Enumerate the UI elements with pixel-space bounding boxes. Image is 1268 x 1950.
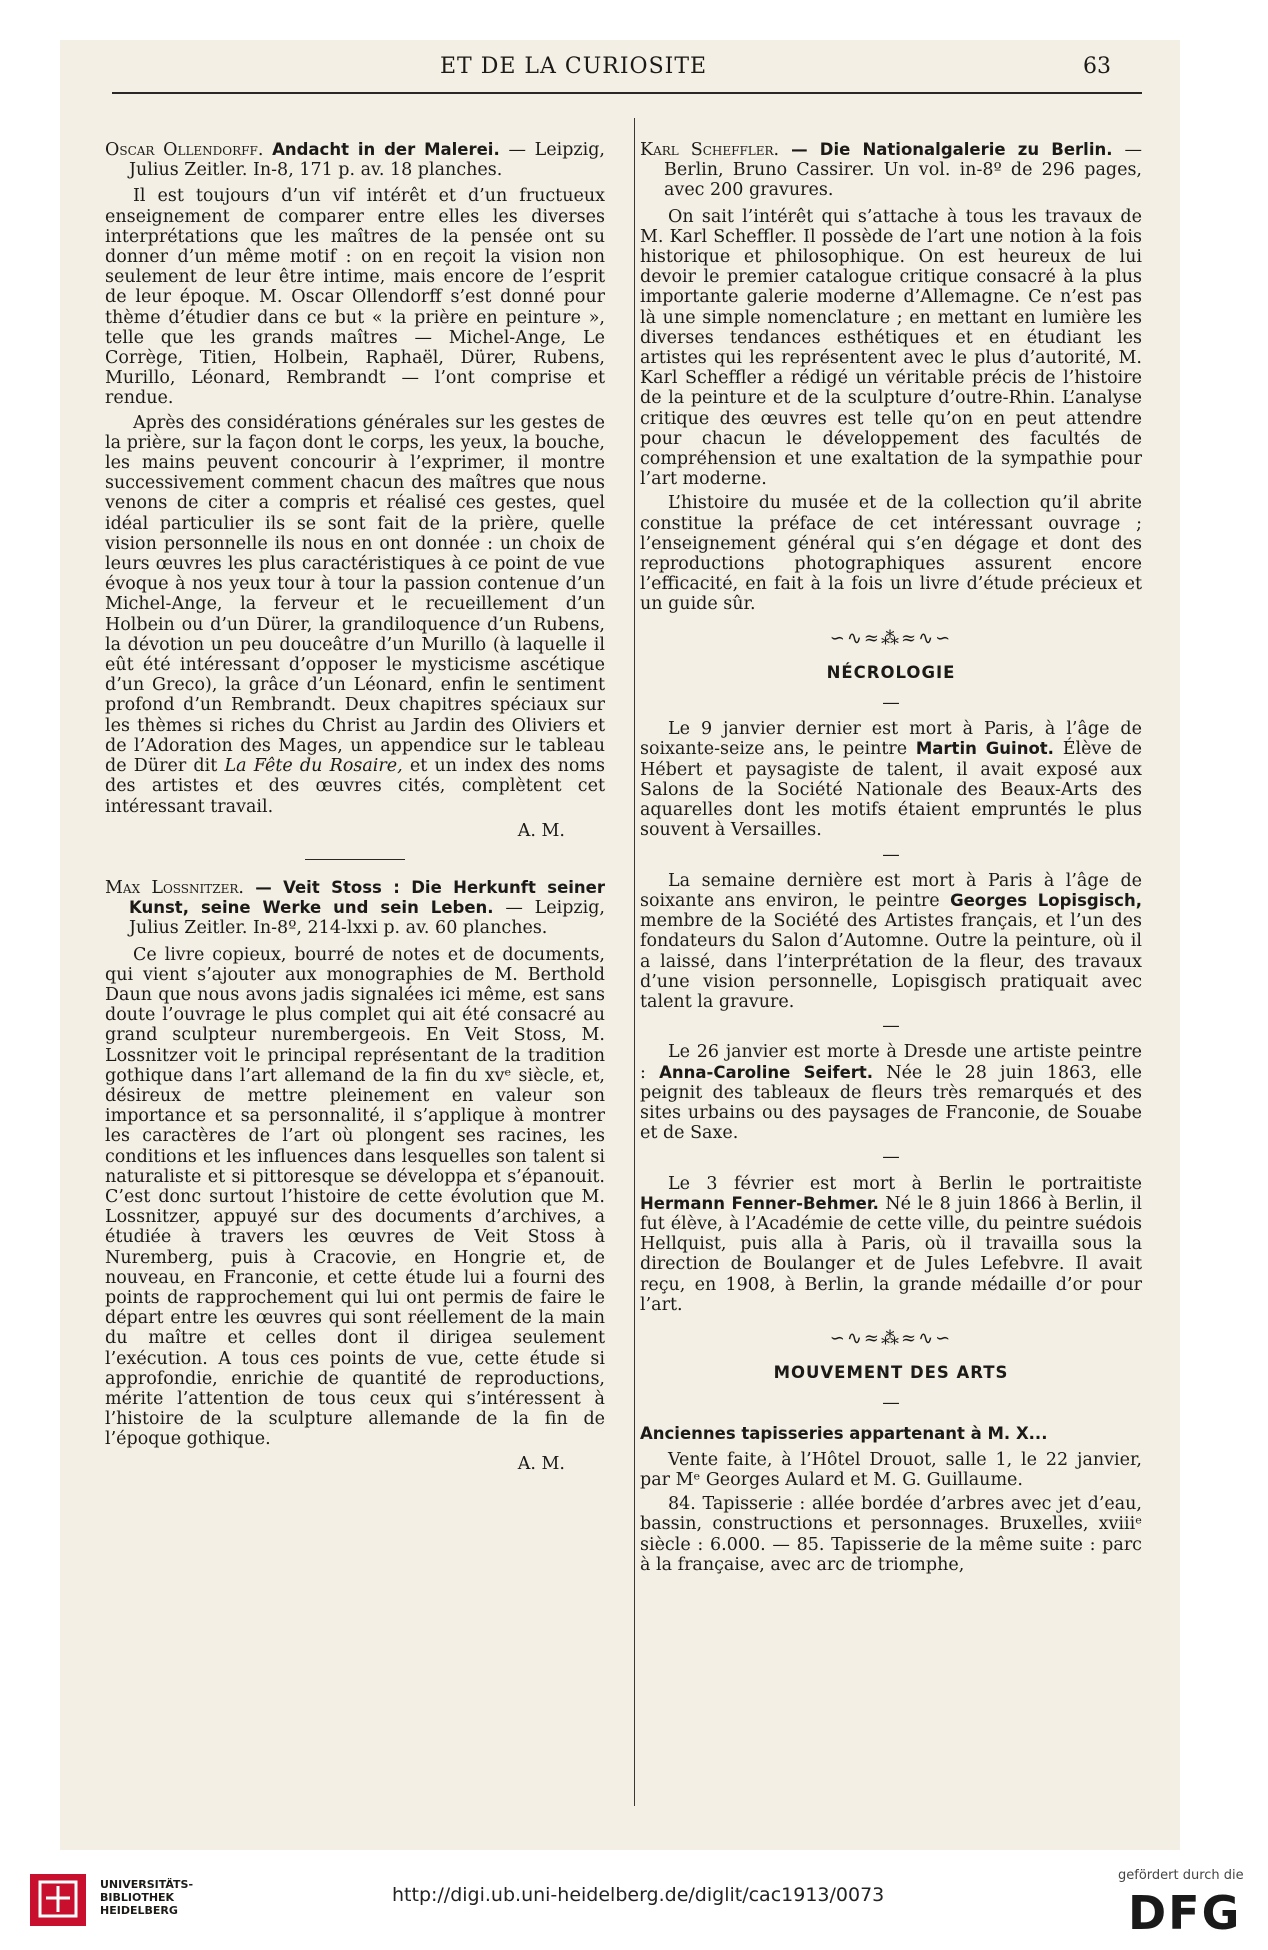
- obituary-paragraph: La semaine dernière est mort à Paris à l’âge de soixante ans environ, le peintre Georges Lopisgisch, membre de la Société des Artistes français, et l’un des fondateurs du Salon d’Automne. Outre la peinture, où il a laissé, dans l’interprétation de la fleur, des travaux d’une vision personnelle, Lopisgisch pratiquait avec talent la gravure.: [640, 870, 1142, 1012]
- section-title-mouvement: MOUVEMENT DES ARTS: [773, 1363, 1009, 1383]
- review-paragraph: Ce livre copieux, bourré de notes et de documents, qui vient s’ajouter aux monographies de M. Berthold Daun que nous avons jadis signalées ici même, est sans doute l’ouvrage le plus complet qui ait été consacré au grand sculpteur nurembergeois. En Veit Stoss, M. Lossnitzer voit le principal représentant de la tradition gothique dans l’art allemand de la fin du xvᵉ siècle, et, désireux de mettre pleinement en valeur son importance et sa personnalité, il s’applique à montrer les caractères de l’art où plongent ses racines, les conditions et les influences dans lesquelles son talent si naturaliste et si pittoresque se développa et s’épanouit. C’est donc surtout l’histoire de cette évolution que M. Lossnitzer, appuyé sur des documents d’archives, a étudiée à travers les œuvres de Veit Stoss à Nuremberg, puis à Cracovie, en Hongrie et, de nouveau, en Franconie, et cette étude lui a fourni des points de rapprochement qui lui ont permis de faire le départ entre les œuvres qui sont réellement de la main du maître et celles dont il dirigea seulement l’exécution. A tous ces points de vue, cette étude si approfondie, enrichie de quantité de reproductions, mérite l’attention de tous ceux qui s’intéressent à l’histoire de la sculpture allemande de la fin de l’époque gothique.: [105, 944, 605, 1450]
- separator-rule: [305, 859, 405, 860]
- sale-heading: Anciennes tapisseries appartenant à M. X...: [640, 1423, 1048, 1443]
- review-paragraph: Il est toujours d’un vif intérêt et d’un fructueux enseignement de comparer entre elles les diverses interprétations que les maîtres de la pensée ont su donner d’un même motif : on en reçoit la vision non seulement de leur être intime, mais encore de l’esprit de leur époque. M. Oscar Ollendorff s’est donné pour thème d’étudier dans ce but « la prière en peinture », telle que les grands maîtres — Michel-Ange, Le Corrège, Titien, Holbein, Raphaël, Dürer, Rubens, Murillo, Léonard, Rembrandt — l’ont comprise et rendue.: [105, 186, 605, 409]
- ornament-divider: ∽∿≈⁂≈∿∽: [829, 627, 953, 649]
- review-paragraph: Après des considérations générales sur les gestes de la prière, sur la façon dont le corps, les yeux, la bouche, les mains peuvent concourir à l’exprimer, il montre successivement comment chacun des maîtres que nous venons de citer a compris et réalisé ces gestes, quel idéal particulier ils se sont fait de la prière, quelle vision personnelle ils nous en ont donnée : un choix de leurs œuvres les plus caractéristiques à ce point de vue évoque à nos yeux tour à tour la passion contenue d’un Michel-Ange, la ferveur et le recueillement d’un Holbein ou d’un Dürer, la grandiloquence d’un Rubens, la dévotion un peu douceâtre d’un Murillo (à laquelle il eût été intéressant d’opposer le mysticisme ascétique d’un Greco), la grâce d’un Léonard, enfin le sentiment profond d’un Rembrandt. Deux chapitres spéciaux sur les thèmes si riches du Christ au Jardin des Oliviers et de l’Adoration des Mages, un appendice sur le tableau de Dürer dit La Fête du Rosaire, et un index des noms des artistes et des œuvres cités, complètent cet intéressant travail.: [105, 412, 605, 817]
- obituary-paragraph: Le 9 janvier dernier est mort à Paris, à l’âge de soixante-seize ans, le peintre Martin Guinot. Élève de Hébert et paysagiste de talent, il avait exposé aux Salons de la Société Nationale des Beaux-Arts des aquarelles dont les motifs étaient empruntés le plus souvent à Versailles.: [640, 719, 1142, 841]
- ornament-divider: ∽∿≈⁂≈∿∽: [829, 1327, 953, 1349]
- funder-label: gefördert durch die: [1118, 1868, 1244, 1883]
- publication-info: — Berlin, Bruno Cassirer. Un vol. in-8º de 296 pages, avec 200 gravures.: [664, 140, 1142, 201]
- review-heading-lossnitzer: [105, 878, 605, 939]
- author-name: Karl Scheffler.: [640, 140, 780, 160]
- sale-paragraph: Vente faite, à l’Hôtel Drouot, salle 1, le 22 janvier, par Mᵉ Georges Aulard et M. G. Guillaume.: [640, 1449, 1142, 1490]
- italic-title: La Fête du Rosaire,: [224, 756, 403, 777]
- signature: A. M.: [517, 820, 565, 841]
- review-paragraph: L’histoire du musée et de la collection qu’il abrite constitue la préface de cet intéressant ouvrage ; l’enseignement général qui s’en dégage et dont des reproductions photographiques assurent encore l’efficacité, en fait à la fois un livre d’étude précieux et un guide sûr.: [640, 493, 1142, 615]
- running-head-title: ET DE LA CURIOSITE: [440, 54, 708, 79]
- dash-divider: —: [882, 693, 900, 714]
- person-name: Hermann Fenner-Behmer.: [640, 1193, 879, 1213]
- book-title: — Die Nationalgalerie zu Berlin.: [791, 140, 1113, 159]
- person-name: Georges Lopisgisch,: [950, 890, 1142, 910]
- book-title: Andacht in der Malerei.: [272, 140, 500, 159]
- footer-bar: [0, 1850, 1268, 1950]
- sale-paragraph: 84. Tapisserie : allée bordée d’arbres avec jet d’eau, bassin, constructions et personnages. Bruxelles, xviiiᵉ siècle : 6.000. — 85. Tapisserie de la même suite : parc à la française, avec arc de triomphe,: [640, 1494, 1142, 1575]
- obituary-paragraph: Le 3 février est mort à Berlin le portraitiste Hermann Fenner-Behmer. Né le 8 juin 1866 à Berlin, il fut élève, à l’Académie de cette ville, du peintre suédois Hellquist, puis alla à Paris, où il travailla sous la direction de Boulanger et de Jules Lefebvre. Il avait reçu, en 1908, à Berlin, la grande médaille d’or pour l’art.: [640, 1173, 1142, 1315]
- review-heading-scheffler: [640, 140, 1142, 201]
- publication-info: — Leipzig, Julius Zeitler. In-8º, 214-lxxi p. av. 60 planches.: [129, 898, 605, 939]
- left-column: [105, 140, 605, 1484]
- person-name: Anna-Caroline Seifert.: [659, 1062, 874, 1082]
- review-paragraph: On sait l’intérêt qui s’attache à tous les travaux de M. Karl Scheffler. Il possède de l’art une notion à la fois historique et philosophique. On est heureux de lui devoir le premier catalogue critique consacré à la plus importante galerie moderne d’Allemagne. Ce n’est pas là une simple nomenclature ; en mettant en lumière les diverses tendances esthétiques et en étudiant les artistes qui les représentent avec le plus d’autorité, M. Karl Scheffler a rédigé un véritable précis de l’histoire de la peinture et de la sculpture d’outre-Rhin. L’analyse critique des œuvres est telle qu’on en peut attendre pour chacun le développement des facultés de compréhension et une exaltation de la sympathie pour l’art moderne.: [640, 206, 1142, 490]
- author-name: Oscar Ollendorff.: [105, 140, 264, 160]
- dfg-logo: DFG: [1128, 1886, 1242, 1940]
- header-rule: [112, 92, 1142, 94]
- author-name: Max Lossnitzer.: [105, 877, 244, 898]
- page-number: 63: [1083, 54, 1111, 79]
- dash-divider: —: [882, 1016, 900, 1037]
- person-name: Martin Guinot.: [915, 739, 1054, 759]
- review-heading-ollendorff: [105, 140, 605, 180]
- university-seal-icon: [28, 1872, 88, 1928]
- right-column: [640, 140, 1142, 1579]
- column-rule: [634, 118, 635, 1806]
- dash-divider: —: [882, 1147, 900, 1168]
- library-name: UNIVERSITÄTS- BIBLIOTHEK HEIDELBERG: [100, 1878, 194, 1917]
- dash-divider: —: [882, 844, 900, 865]
- dash-divider: —: [882, 1393, 900, 1414]
- publication-info: — Leipzig, Julius Zeitler. In-8, 171 p. av. 18 planches.: [129, 140, 605, 181]
- permalink-url[interactable]: http://digi.ub.uni-heidelberg.de/diglit/cac1913/0073: [392, 1884, 885, 1906]
- signature: A. M.: [517, 1453, 565, 1474]
- obituary-paragraph: Le 26 janvier est morte à Dresde une artiste peintre : Anna-Caroline Seifert. Née le 28 juin 1863, elle peignit des tableaux de fleurs très remarqués et des sites urbains ou des paysages de Franconie, de Souabe et de Saxe.: [640, 1042, 1142, 1144]
- section-title-necrologie: NÉCROLOGIE: [826, 662, 956, 682]
- book-title: — Veit Stoss : Die Herkunft seiner Kunst, seine Werke und sein Leben.: [129, 877, 605, 918]
